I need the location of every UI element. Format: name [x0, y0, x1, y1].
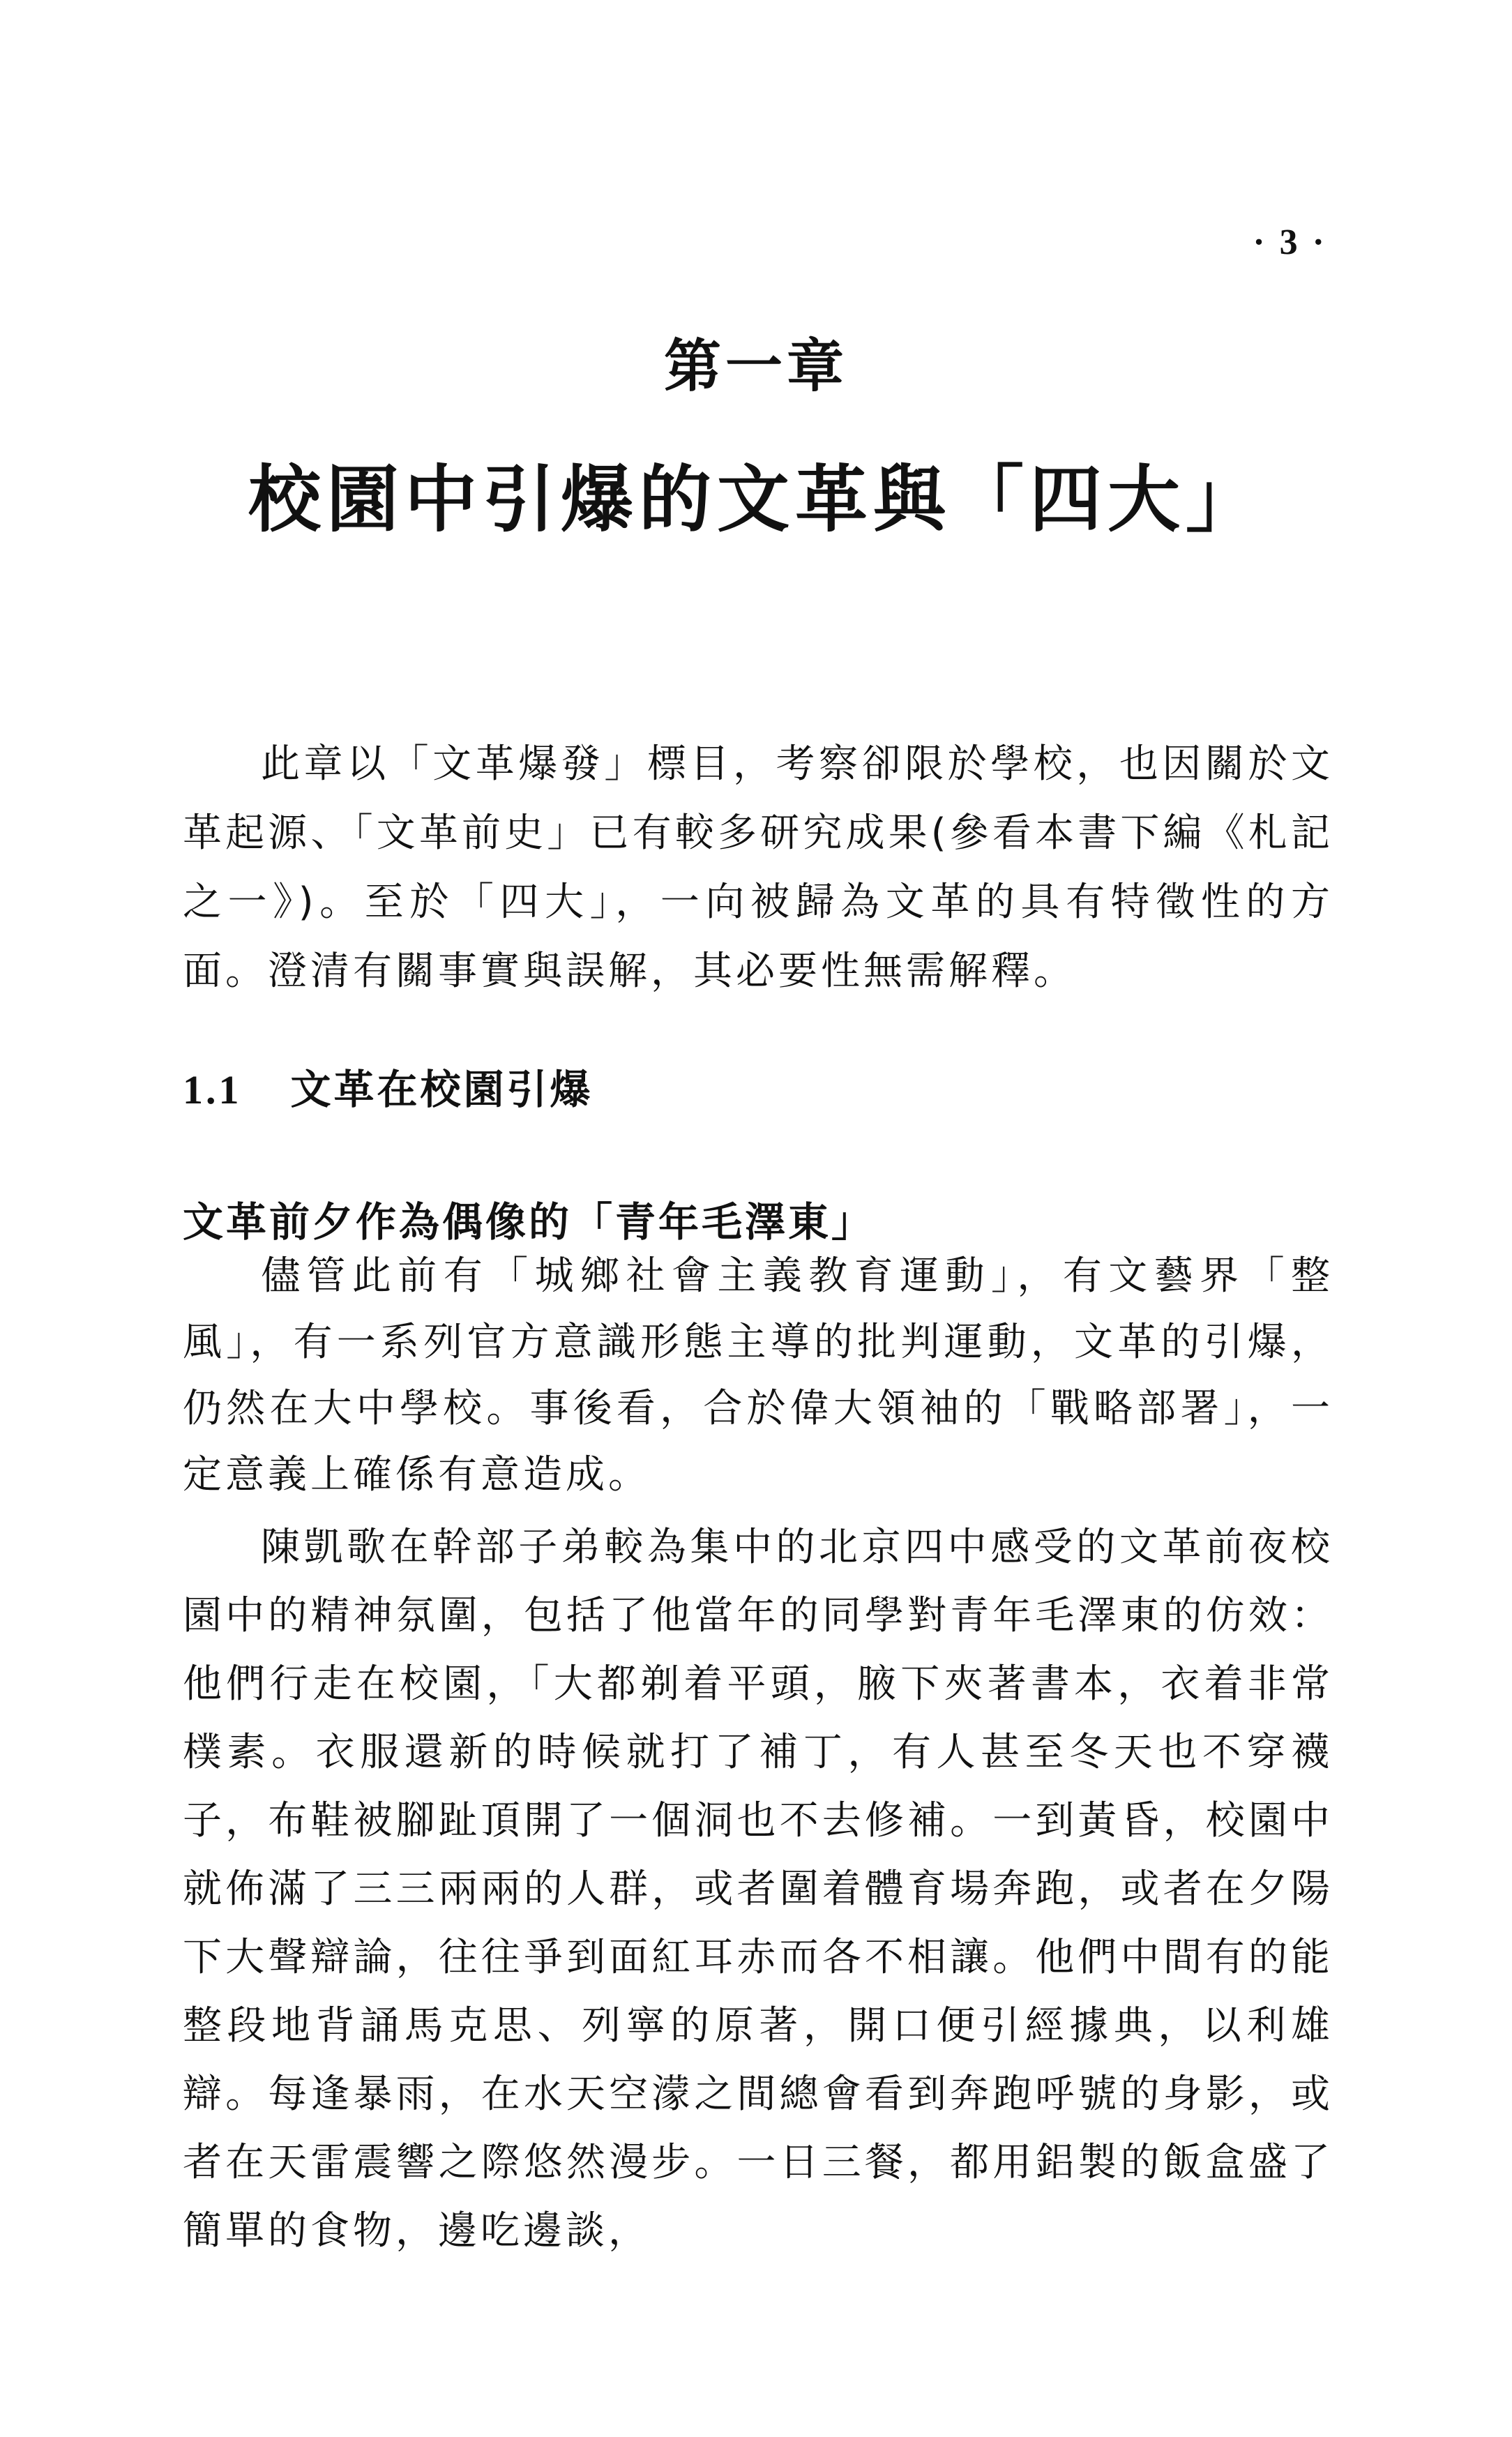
intro-paragraph: 此章以「文革爆發」標目，考察卻限於學校，也因關於文革起源、「文革前史」已有較多研究成果(參看本書下編《札記之一》)。至於「四大」，一向被歸為文革的具有特徵性的方面。澄清有關事實與誤解，其必要性無需解釋。 [183, 741, 1333, 994]
chapter-label: 第一章 [663, 333, 848, 400]
body-paragraph: 陳凱歌在幹部子弟較為集中的北京四中感受的文革前夜校園中的精神氛圍，包括了他當年的同學對青年毛澤東的仿效：他們行走在校園，「大都剃着平頭，腋下夾著書本，衣着非常樸素。衣服還新的時候就打了補丁，有人甚至冬天也不穿襪子，布鞋被腳趾頂開了一個洞也不去修補。一到黃昏，校園中就佈滿了三三兩兩的人群，或者圍着體育場奔跑，或者在夕陽下大聲辯論，往往爭到面紅耳赤而各不相讓。他們中間有的能整段地背誦馬克思、列寧的原著，開口便引經據典，以利雄辯。每逢暴雨，在水天空濛之間總會看到奔跑呼號的身影，或者在天雷震響之際悠然漫步。一日三餐，都用鋁製的飯盒盛了簡單的食物，邊吃邊談， [183, 1525, 1333, 2254]
section-heading [183, 1057, 594, 1115]
chapter-intro [183, 730, 1333, 1006]
section-number: 1.1 [183, 1067, 242, 1112]
body-text [183, 1243, 1333, 2265]
page-number: · 3 · [1253, 222, 1327, 262]
section-title: 文革在校園引爆 [290, 1066, 594, 1113]
chapter-title: 校園中引爆的文革與「四大」 [248, 456, 1264, 542]
subsection-heading: 文革前夕作為偶像的「青年毛澤東」 [183, 1198, 875, 1246]
body-paragraph: 儘管此前有「城鄉社會主義教育運動」，有文藝界「整風」，有一系列官方意識形態主導的批判運動，文革的引爆，仍然在大中學校。事後看，合於偉大領袖的「戰略部署」，一定意義上確係有意造成。 [183, 1253, 1333, 1497]
